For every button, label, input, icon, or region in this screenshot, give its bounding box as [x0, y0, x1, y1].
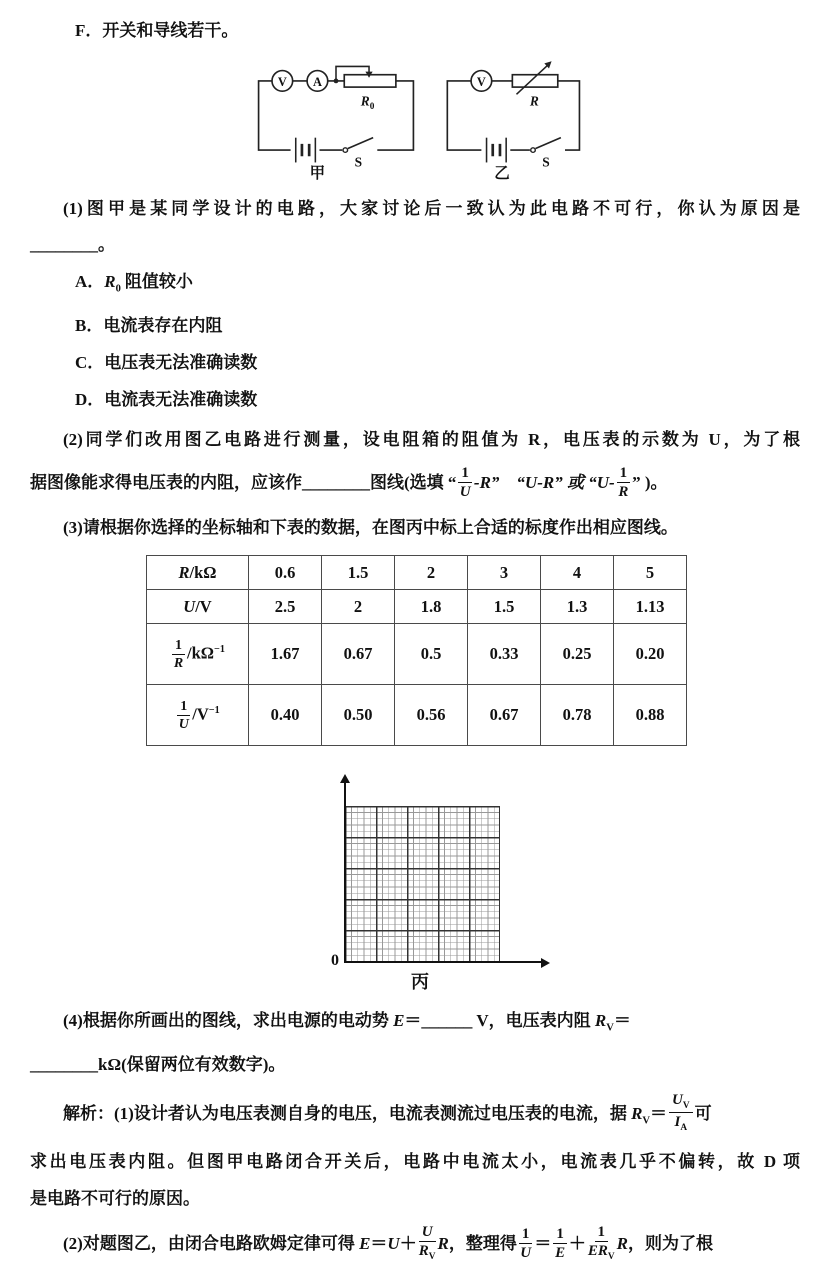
- row-header-U: U/V: [147, 590, 249, 624]
- analysis-text2: 可: [694, 1103, 712, 1123]
- cell: 0.78: [541, 685, 614, 746]
- analysis-text7: ，则为了根: [627, 1234, 713, 1254]
- circuit-yi-wire: [447, 81, 579, 150]
- switch-s-label: S: [354, 154, 363, 170]
- cell: 0.50: [322, 685, 395, 746]
- graph-grid: [345, 806, 500, 961]
- cell: 1.3: [541, 590, 614, 624]
- fraction-1-over-ERv: $\frac{1}{ER_V}$: [587, 1224, 615, 1263]
- item-f-line: [30, 16, 800, 46]
- cell: 4: [541, 556, 614, 590]
- q4-eq1: ＝: [404, 1011, 422, 1031]
- circuit-jia-diagram: [252, 52, 420, 180]
- fraction-U-over-Rv: $\frac{U}{R_V}$: [418, 1224, 436, 1263]
- analysis-var-E: E: [359, 1234, 371, 1254]
- row-header-1overU: $\frac{1}{U}$ $/V^{-1}$: [147, 685, 249, 746]
- option-a-var: R: [104, 272, 116, 291]
- cell: 1.5: [468, 590, 541, 624]
- q1-blank-line: [30, 230, 800, 260]
- cell: 2.5: [249, 590, 322, 624]
- q4-text1: (4)根据你所画出的图线，求出电源的电动势: [63, 1011, 394, 1031]
- switch-pivot: [343, 148, 348, 153]
- fraction-1-over-E: $\frac{1}{E}$: [555, 1225, 566, 1261]
- q1-option-d: [30, 385, 800, 415]
- q1-option-a: [30, 267, 800, 304]
- graph-caption: 丙: [411, 972, 429, 993]
- q4-text2: V，电压表内阻: [472, 1011, 595, 1031]
- data-table: [146, 555, 687, 746]
- cell: 0.67: [468, 685, 541, 746]
- q4-eq2: ＝: [613, 1011, 631, 1031]
- q2-blank: ________: [302, 473, 370, 493]
- item-f-text: F．开关和导线若干。: [75, 21, 239, 40]
- x-axis: [345, 961, 543, 963]
- table-row-1overU: [147, 685, 687, 746]
- q2-text3: 图线(选填 “: [370, 473, 457, 493]
- analysis-text1: (1)设计者认为电压表测自身的电压，电流表测流过电压表的电流，据: [114, 1103, 632, 1123]
- q2-line2: [30, 459, 800, 507]
- cell: 0.40: [249, 685, 322, 746]
- switch-pivot: [531, 148, 536, 153]
- analysis-line2: [30, 1147, 800, 1177]
- table-row-R: [147, 556, 687, 590]
- cell: 1.8: [395, 590, 468, 624]
- analysis-plus2: ＋: [568, 1234, 586, 1254]
- analysis-var-R1: R: [437, 1234, 449, 1254]
- q2-line1: [30, 425, 800, 455]
- row-header-1overR: $\frac{1}{R}$ $/k\Omega^{-1}$: [147, 624, 249, 685]
- cell: 1.67: [249, 624, 322, 685]
- cell: 3: [468, 556, 541, 590]
- cell: 0.20: [614, 624, 687, 685]
- analysis-text6: ，整理得: [448, 1234, 517, 1254]
- circuit-yi-caption: 乙: [494, 164, 510, 182]
- circuit-jia-caption: 甲: [309, 164, 326, 182]
- analysis-var-Rv: R: [631, 1103, 643, 1123]
- analysis-var-Rv-sub: V: [642, 1115, 651, 1127]
- switch-s-label: S: [542, 154, 550, 170]
- cell: 5: [614, 556, 687, 590]
- voltmeter-label: V: [476, 75, 486, 90]
- q1-period: 。: [98, 235, 115, 254]
- analysis-line1: [30, 1090, 800, 1145]
- cell: 0.25: [541, 624, 614, 685]
- analysis-text5: (2)对题图乙，由闭合电路欧姆定律可得: [63, 1234, 360, 1254]
- q4-text3: kΩ(保留两位有效数字)。: [98, 1054, 286, 1074]
- option-c-text: C．电压表无法准确读数: [75, 353, 258, 373]
- cell: 1.5: [322, 556, 395, 590]
- option-a-text: 阻值较小: [124, 272, 193, 291]
- q1-blank: ________: [30, 235, 98, 254]
- option-b-text: B．电流表存在内阻: [75, 316, 223, 336]
- fraction-1-over-R: $\frac{1}{R}$: [618, 464, 629, 500]
- q4-var-E: E: [393, 1011, 405, 1031]
- graph-figure: [333, 776, 563, 994]
- q1-option-b: [30, 311, 800, 341]
- analysis-eq1: ＝: [370, 1234, 388, 1254]
- table-row-U: [147, 590, 687, 624]
- q4-blank1: ______: [421, 1011, 473, 1031]
- table-row-1overR: [147, 624, 687, 685]
- q2-text5: ” )。: [632, 473, 668, 493]
- circuit-yi-diagram: [442, 52, 592, 180]
- analysis-line3: [30, 1184, 800, 1214]
- resistor-r0-label: $R_0$: [360, 93, 375, 112]
- cell: 0.56: [395, 685, 468, 746]
- q4-var-Rv-sub: V: [606, 1022, 614, 1034]
- option-a-sub: 0: [115, 283, 121, 295]
- analysis-eq2: ＝: [534, 1234, 552, 1254]
- q3-text: (3)请根据你选择的坐标轴和下表的数据，在图丙中标上合适的标度作出相应图线。: [63, 518, 678, 538]
- circuit-figures: [252, 52, 800, 180]
- analysis-text4: 是电路不可行的原因。: [30, 1189, 200, 1209]
- rheostat-symbol: [344, 75, 396, 87]
- ammeter-label: A: [312, 75, 322, 90]
- fraction-Uv-over-Ia: $\frac{U_V}{I_A}$: [669, 1092, 693, 1133]
- q4-var-Rv: R: [594, 1011, 607, 1031]
- q2-text4: -R” “U-R” 或 “U-: [473, 473, 615, 493]
- cell: 0.5: [395, 624, 468, 685]
- cell: 1.13: [614, 590, 687, 624]
- option-a-prefix: A．: [75, 272, 105, 291]
- analysis-text3: 求出电压表内阻。但图甲电路闭合开关后，电路中电流太小，电流表几乎不偏转，故 D 项: [30, 1152, 800, 1172]
- fraction-1-over-U: $\frac{1}{U}$: [459, 464, 471, 500]
- cell: 0.88: [614, 685, 687, 746]
- analysis-plus1: ＋: [399, 1234, 417, 1254]
- q1-option-c: [30, 348, 800, 378]
- analysis-eq: ＝: [650, 1103, 668, 1123]
- analysis-var-R2: R: [616, 1234, 628, 1254]
- cell: 0.33: [468, 624, 541, 685]
- junction-dot: [334, 79, 339, 84]
- analysis-var-U: U: [387, 1234, 400, 1254]
- q4-line1: [30, 1006, 800, 1043]
- q2-text2: 据图像能求得电压表的内阻，应该作: [30, 473, 302, 493]
- q4-blank2: ________: [30, 1054, 98, 1074]
- q4-line2: [30, 1050, 800, 1080]
- x-axis-arrow-icon: [541, 958, 550, 968]
- resistor-r-label: R: [529, 93, 539, 109]
- cell: 2: [322, 590, 395, 624]
- row-header-R: R/kΩ: [147, 556, 249, 590]
- option-d-text: D．电流表无法准确读数: [75, 390, 258, 410]
- q3-line: [30, 513, 800, 543]
- cell: 0.6: [249, 556, 322, 590]
- voltmeter-label: V: [277, 75, 287, 90]
- q1-line1: [30, 194, 800, 224]
- q1-text: (1)图甲是某同学设计的电路，大家讨论后一致认为此电路不可行，你认为原因是: [63, 199, 800, 218]
- analysis-line4: [30, 1220, 800, 1268]
- y-axis: [344, 781, 346, 963]
- fraction-1-over-U: $\frac{1}{U}$: [520, 1225, 532, 1261]
- cell: 2: [395, 556, 468, 590]
- origin-label: 0: [331, 952, 339, 970]
- y-axis-arrow-icon: [340, 774, 350, 783]
- cell: 0.67: [322, 624, 395, 685]
- q2-text1: (2)同学们改用图乙电路进行测量，设电阻箱的阻值为 R，电压表的示数为 U，为了根: [63, 430, 800, 450]
- analysis-label: 解析：: [63, 1103, 114, 1123]
